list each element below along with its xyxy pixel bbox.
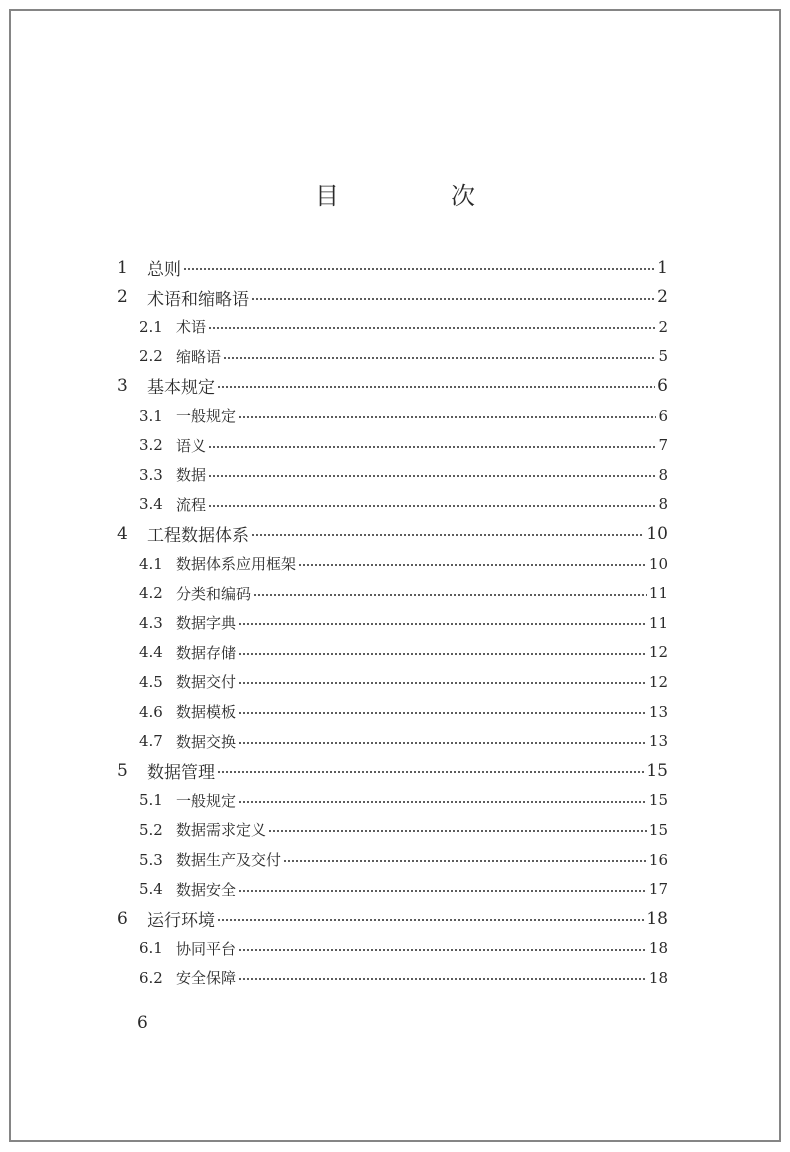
toc-dot-leader bbox=[217, 386, 655, 388]
toc-section-entry[interactable] bbox=[139, 549, 668, 578]
toc-entry-number: 4.4 bbox=[139, 643, 163, 662]
toc-dot-leader bbox=[223, 357, 656, 359]
toc-entry-number: 3.2 bbox=[139, 436, 163, 455]
toc-entry-number: 3.4 bbox=[139, 495, 163, 514]
toc-chapter-entry[interactable] bbox=[117, 519, 668, 548]
toc-entry-number: 1 bbox=[117, 257, 128, 278]
toc-entry-label: 语义 bbox=[176, 436, 207, 455]
toc-dot-leader bbox=[238, 949, 647, 951]
toc-entry-page: 5 bbox=[658, 347, 668, 366]
toc-entry-page: 12 bbox=[648, 672, 668, 691]
toc-entry-label: 数据需求定义 bbox=[176, 821, 267, 840]
toc-section-entry[interactable] bbox=[139, 786, 668, 815]
toc-entry-number: 4.3 bbox=[139, 613, 163, 632]
toc-entry-page: 6 bbox=[658, 406, 668, 425]
toc-section-entry[interactable] bbox=[139, 963, 668, 992]
toc-section-entry[interactable] bbox=[139, 579, 668, 608]
toc-entry-number: 6.2 bbox=[139, 968, 163, 987]
toc-entry-number: 5.4 bbox=[139, 880, 163, 899]
toc-dot-leader bbox=[298, 564, 647, 566]
toc-section-entry[interactable] bbox=[139, 431, 668, 460]
toc-dot-leader bbox=[238, 653, 647, 655]
toc-dot-leader bbox=[208, 475, 656, 477]
toc-entry-page: 18 bbox=[648, 968, 668, 987]
toc-entry-label: 缩略语 bbox=[176, 347, 222, 366]
toc-entry-label: 安全保障 bbox=[176, 969, 237, 988]
toc-entry-page: 12 bbox=[648, 643, 668, 662]
toc-entry-page: 15 bbox=[646, 760, 668, 781]
toc-entry-label: 一般规定 bbox=[176, 407, 237, 425]
toc-entry-page: 16 bbox=[648, 850, 668, 869]
toc-section-entry[interactable] bbox=[139, 727, 668, 756]
toc-entry-number: 4.5 bbox=[139, 672, 163, 691]
toc-entry-page: 8 bbox=[658, 465, 668, 484]
toc-entry-label: 数据存储 bbox=[176, 643, 237, 662]
toc-section-entry[interactable] bbox=[139, 845, 668, 874]
toc-entry-page: 10 bbox=[648, 554, 668, 573]
toc-entry-number: 4.6 bbox=[139, 702, 163, 721]
toc-entry-page: 2 bbox=[657, 287, 668, 308]
toc-section-entry[interactable] bbox=[139, 934, 668, 963]
toc-section-entry[interactable] bbox=[139, 667, 668, 696]
page-number: 6 bbox=[137, 1013, 148, 1033]
toc-entry-page: 10 bbox=[646, 523, 668, 544]
toc-entry-number: 4 bbox=[117, 523, 128, 544]
toc-entry-label: 数据交付 bbox=[176, 673, 237, 692]
toc-dot-leader bbox=[208, 505, 656, 507]
toc-entry-label: 数据模板 bbox=[176, 703, 237, 721]
toc-dot-leader bbox=[208, 327, 656, 329]
toc-entry-number: 6 bbox=[117, 908, 128, 929]
toc-entry-page: 13 bbox=[648, 732, 668, 751]
toc-entry-page: 6 bbox=[657, 375, 668, 396]
toc-entry-label: 术语 bbox=[176, 318, 207, 337]
toc-entry-page: 13 bbox=[648, 702, 668, 721]
toc-chapter-entry[interactable] bbox=[117, 371, 668, 400]
toc-section-entry[interactable] bbox=[139, 490, 668, 519]
toc-section-entry[interactable] bbox=[139, 697, 668, 726]
toc-section-entry[interactable] bbox=[139, 312, 668, 341]
toc-dot-leader bbox=[238, 623, 647, 625]
toc-dot-leader bbox=[238, 742, 647, 744]
toc-entry-number: 2.1 bbox=[139, 317, 163, 336]
toc-dot-leader bbox=[208, 446, 656, 448]
toc-entry-label: 数据安全 bbox=[176, 880, 237, 899]
toc-entry-number: 5.3 bbox=[139, 850, 163, 869]
toc-entry-number: 6.1 bbox=[139, 939, 163, 958]
toc-entry-number: 2 bbox=[117, 287, 128, 308]
toc-title: 目 次 bbox=[315, 182, 519, 210]
toc-section-entry[interactable] bbox=[139, 815, 668, 844]
toc-entry-label: 流程 bbox=[176, 495, 207, 514]
toc-dot-leader bbox=[238, 712, 647, 714]
toc-dot-leader bbox=[283, 860, 647, 862]
toc-dot-leader bbox=[183, 268, 655, 270]
toc-entry-label: 术语和缩略语 bbox=[147, 289, 249, 310]
toc-entry-label: 基本规定 bbox=[147, 378, 215, 399]
toc-dot-leader bbox=[238, 416, 656, 418]
toc-entry-label: 工程数据体系 bbox=[147, 526, 249, 547]
toc-entry-label: 数据字典 bbox=[176, 614, 237, 633]
toc-entry-page: 2 bbox=[658, 317, 668, 336]
toc-chapter-entry[interactable] bbox=[117, 283, 668, 312]
toc-dot-leader bbox=[268, 830, 647, 832]
toc-entry-label: 分类和编码 bbox=[176, 584, 252, 603]
toc-entry-number: 4.2 bbox=[139, 584, 163, 603]
toc-dot-leader bbox=[238, 801, 647, 803]
toc-entry-page: 18 bbox=[646, 908, 668, 929]
toc-entry-number: 3.1 bbox=[139, 406, 163, 425]
toc-entry-label: 总则 bbox=[147, 260, 181, 280]
toc-section-entry[interactable] bbox=[139, 608, 668, 637]
toc-entry-page: 7 bbox=[658, 436, 668, 455]
toc-dot-leader bbox=[238, 890, 647, 892]
toc-chapter-entry[interactable] bbox=[117, 904, 668, 933]
toc-chapter-entry[interactable] bbox=[117, 756, 668, 785]
toc-section-entry[interactable] bbox=[139, 875, 668, 904]
toc-entry-label: 数据管理 bbox=[147, 763, 215, 784]
toc-entry-page: 15 bbox=[648, 791, 668, 810]
toc-entry-page: 17 bbox=[648, 880, 668, 899]
toc-entry-number: 5.1 bbox=[139, 791, 163, 810]
toc-dot-leader bbox=[217, 771, 644, 773]
toc-dot-leader bbox=[251, 534, 644, 536]
toc-entry-label: 数据交换 bbox=[176, 732, 237, 751]
toc-entry-label: 一般规定 bbox=[176, 791, 237, 810]
toc-section-entry[interactable] bbox=[139, 401, 668, 430]
toc-entry-page: 1 bbox=[657, 257, 668, 278]
toc-section-entry[interactable] bbox=[139, 342, 668, 371]
toc-entry-label: 数据 bbox=[176, 466, 207, 485]
toc-entry-number: 3 bbox=[117, 375, 128, 396]
toc-entry-label: 数据生产及交付 bbox=[176, 851, 282, 869]
toc-entry-page: 18 bbox=[648, 939, 668, 958]
toc-dot-leader bbox=[238, 682, 647, 684]
toc-section-entry[interactable] bbox=[139, 460, 668, 489]
toc-entry-number: 5.2 bbox=[139, 820, 163, 839]
toc-dot-leader bbox=[217, 919, 644, 921]
toc-section-entry[interactable] bbox=[139, 638, 668, 667]
toc-dot-leader bbox=[238, 978, 647, 980]
toc-entry-page: 15 bbox=[648, 820, 668, 839]
toc-entry-label: 运行环境 bbox=[147, 911, 215, 932]
toc-entry-label: 协同平台 bbox=[176, 939, 237, 958]
toc-entry-page: 8 bbox=[658, 495, 668, 514]
toc-entry-label: 数据体系应用框架 bbox=[176, 555, 297, 573]
toc-entry-number: 2.2 bbox=[139, 347, 163, 366]
toc-entry-page: 11 bbox=[648, 613, 668, 632]
toc-entry-number: 4.7 bbox=[139, 732, 163, 751]
toc-chapter-entry[interactable] bbox=[117, 253, 668, 282]
toc-entry-page: 11 bbox=[648, 584, 668, 603]
toc-entry-number: 4.1 bbox=[139, 554, 163, 573]
toc-dot-leader bbox=[253, 594, 647, 596]
toc-entry-number: 5 bbox=[117, 760, 128, 781]
toc-entry-number: 3.3 bbox=[139, 465, 163, 484]
toc-dot-leader bbox=[251, 298, 655, 300]
